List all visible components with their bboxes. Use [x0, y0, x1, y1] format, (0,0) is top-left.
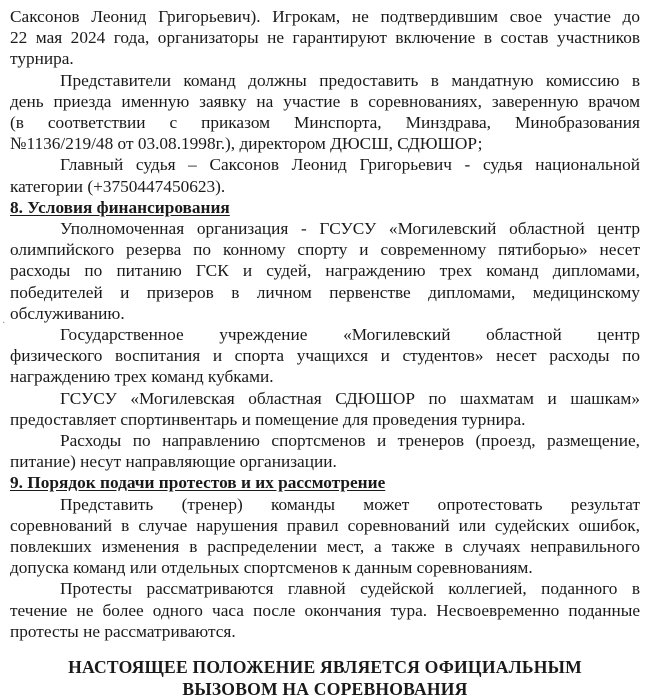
section-8-p1-line-5: обслуживанию. — [10, 303, 125, 323]
section-8-p3-line-2: предоставляет спортинвентарь и помещение для проведения турнира. — [10, 409, 526, 429]
section-8-p2-line-3: награждению трех команд кубками. — [10, 367, 274, 387]
chief-judge-line-2: категории (+3750447450623). — [10, 176, 226, 196]
section-9-p1-line-3: повлекших изменения в распределении мест, а также в случаях неправильного — [10, 537, 640, 556]
section-8-p1-line-4: победителей и призеров в личном первенстве дипломами, медицинскому — [10, 282, 640, 302]
section-8-p1-line-1: Уполномоченная организация - ГСУСУ «Могилевский областной центр — [60, 219, 640, 238]
representatives-line-1: Представители команд должны предоставить в мандатную комиссию в — [60, 70, 640, 90]
intro-line-3: турнира. — [10, 49, 74, 69]
chief-judge-line-1: Главный судья – Саксонов Леонид Григорьевич - судья национальной — [60, 155, 640, 175]
representatives-line-4: №1136/219/48 от 03.08.1998г.), директором ДЮСШ, СДЮШОР; — [10, 134, 483, 154]
section-9-p1-line-4: допуска команд или отдельных спортсменов к данным соревнованиям. — [10, 558, 533, 578]
section-8-p3-line-1: ГСУСУ «Могилевская областная СДЮШОР по шахматам и шашкам» — [60, 388, 640, 408]
section-8-p4-line-1: Расходы по направлению спортсменов и тренеров (проезд, размещение, — [60, 431, 640, 450]
closing-line-2: ВЫЗОВОМ НА СОРЕВНОВАНИЯ — [182, 679, 468, 699]
representatives-line-3: (в соответствии с приказом Минспорта, Минздрава, Минобразования — [10, 113, 640, 132]
intro-line-2: 22 мая 2024 года, организаторы не гарантируют включение в состав участников — [10, 28, 640, 48]
section-9-p1-line-2: соревнований в случае нарушения правил соревнований или судейских ошибок, — [10, 515, 640, 535]
representatives-line-2: день приезда именную заявку на участие в соревнованиях, заверенную врачом — [10, 91, 640, 111]
intro-line-1: Саксонов Леонид Григорьевич). Игрокам, не подтвердившим свое участие до — [10, 7, 640, 26]
section-9-p2-line-1: Протесты рассматриваются главной судейской коллегией, поданного в — [60, 579, 640, 599]
section-9-p1-line-1: Представить (тренер) команды может опротестовать результат — [60, 494, 640, 514]
section-9-p2-line-2: течение не более одного часа после окончания тура. Несвоевременно поданные — [10, 600, 640, 620]
section-9-p2-line-3: протесты не рассматриваются. — [10, 621, 236, 641]
section-8-p1-line-3: расходы по питанию ГСК и судей, награждению трех команд дипломами, — [10, 261, 640, 281]
section-8-p2-line-2: физического воспитания и спорта учащихся и студентов» несет расходы по — [10, 346, 640, 366]
section-9-heading: 9. Порядок подачи протестов и их рассмотрение — [10, 473, 386, 493]
section-8-p1-line-2: олимпийского резерва по конному спорту и современному пятиборью» несет — [10, 240, 640, 260]
closing-line-1: НАСТОЯЩЕЕ ПОЛОЖЕНИЕ ЯВЛЯЕТСЯ ОФИЦИАЛЬНЫМ — [68, 657, 582, 677]
section-8-p4-line-2: питание) несут направляющие организации. — [10, 452, 337, 472]
margin-mark: · — [2, 318, 6, 329]
section-8-heading: 8. Условия финансирования — [10, 197, 230, 217]
section-8-p2-line-1: Государственное учреждение «Могилевский областной центр — [60, 325, 640, 344]
